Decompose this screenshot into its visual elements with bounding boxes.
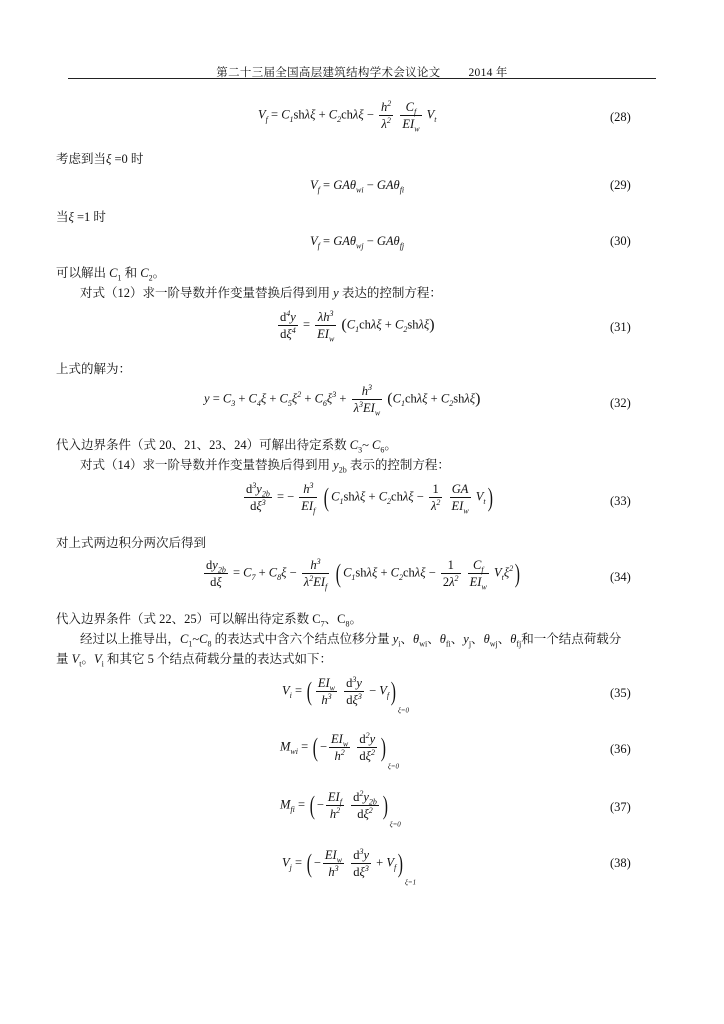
- equation-number-35: (35): [610, 686, 631, 700]
- text-derivative-eq-14: 对式（14）求一阶导数并作变量替换后得到用 $y_{2b}$ 表示的控制方程：: [80, 458, 450, 475]
- header-rule: [68, 78, 656, 79]
- equation-29: $V_f = GA\theta_{wi} - GA\theta_{fi}$: [310, 178, 405, 195]
- text-solve-c1-c2: 可以解出 $C_1$ 和 $C_2$。: [56, 266, 166, 283]
- equation-35: $V_i$ = ( $\frac{EI_w}{h^3}$ $\frac{d^3y}{d\xi^3}$ − $V_f)_{\xi=0}$: [282, 674, 410, 715]
- equation-number-37: (37): [610, 800, 631, 814]
- text-derivative-eq-12: 对式（12）求一阶导数并作变量替换后得到用 y 表达的控制方程：: [80, 286, 442, 300]
- equation-36: $M_{wi}$ = ( − $\frac{EI_w}{h^2}$ $\frac{d^2y}{d\xi^2}$ )$_{\xi=0}$: [280, 730, 400, 771]
- equation-number-32: (32): [610, 396, 631, 410]
- conference-title: 第二十三届全国高层建筑结构学术会议论文: [216, 67, 441, 79]
- text-boundary-conditions-2: 代入边界条件（式 22、25）可以解出待定系数 $C_7$、$C_8$。: [56, 612, 362, 629]
- equation-number-33: (33): [610, 494, 631, 508]
- text-boundary-conditions-1: 代入边界条件（式 20、21、23、24）可解出待定系数 $C_3\sim$ $C_6$。: [56, 438, 397, 455]
- equation-number-30: (30): [610, 234, 631, 248]
- equation-number-38: (38): [610, 856, 631, 870]
- equation-34: $\frac{dy_{2b}}{d\xi}$ = $C_7 + C_8\xi$ − $\frac{h^3}{\lambda^2EI_f}$ ( $C_1sh\lambda\xi + C_2ch\lambda\xi$ − $\frac{1}{2\lambda^2}$ $\frac{C_f}{EI_w}$ $V_t\xi^2$): [206, 556, 521, 592]
- text-integrate-twice: 对上式两边积分两次后得到: [56, 536, 207, 550]
- text-when-xi-1: 当ξ =1 时: [56, 210, 106, 224]
- equation-37: $M_{fi}$ = ( − $\frac{EI_f}{h^2}$ $\frac{d^2y_{2b}}{d\xi^2}$ )$_{\xi=0}$: [280, 788, 401, 829]
- equation-number-34: (34): [610, 570, 631, 584]
- equation-38: $V_j$ = ( − $\frac{EI_w}{h^3}$ $\frac{d^3y}{d\xi^3}$ + $V_f)_{\xi=1}$: [282, 846, 417, 887]
- equation-32: $y = C_3 + C_4\xi + C_5\xi^2 + C_6\xi^3$ + $\frac{h^3}{\lambda^3EI_w}$ $(C_1ch\lambda\xi + C_2sh\lambda\xi)$: [204, 382, 481, 418]
- text-consider-xi-0: 考虑到当ξ =0 时: [56, 152, 144, 166]
- equation-number-31: (31): [610, 320, 631, 334]
- equation-31: $\frac{d^4y}{d\xi^4}$ = $\frac{\lambda h^3}{EI_w}$ $(C_1ch\lambda\xi + C_2sh\lambda\xi)$: [280, 308, 435, 344]
- text-derivation-line-1: 经过以上推导出，$C_1\sim C_8$ 的表达式中含六个结点位移分量 $y_i$、$\theta_{wi}$、$\theta_{fi}$、$y_j$、$\theta_{wj}$、$\theta_{fj}$和一个结点荷载分: [80, 632, 622, 649]
- text-solution-of: 上式的解为：: [56, 362, 132, 376]
- equation-28: $V_f = C_1sh\lambda\xi + C_2ch\lambda\xi$ − $\frac{h^2}{\lambda^2}$ $\frac{C_f}{EI_w}$ $V_t$: [258, 98, 437, 134]
- equation-33: $\frac{d^3y_{2b}}{d\xi^3}$ = − $\frac{h^3}{EI_f}$ ( $C_1sh\lambda\xi + C_2ch\lambda\xi$ − $\frac{1}{\lambda^2}$ $\frac{GA}{EI_w}$ $V_t$): [246, 480, 493, 516]
- equation-number-29: (29): [610, 178, 631, 192]
- equation-30: $V_f = GA\theta_{wj} - GA\theta_{fj}$: [310, 234, 405, 251]
- text-derivation-line-2: 量 $V_t$。$V_i$ 和其它 5 个结点荷载分量的表达式如下：: [56, 652, 333, 669]
- equation-number-36: (36): [610, 742, 631, 756]
- conference-year: 2014 年: [468, 67, 508, 79]
- equation-number-28: (28): [610, 110, 631, 124]
